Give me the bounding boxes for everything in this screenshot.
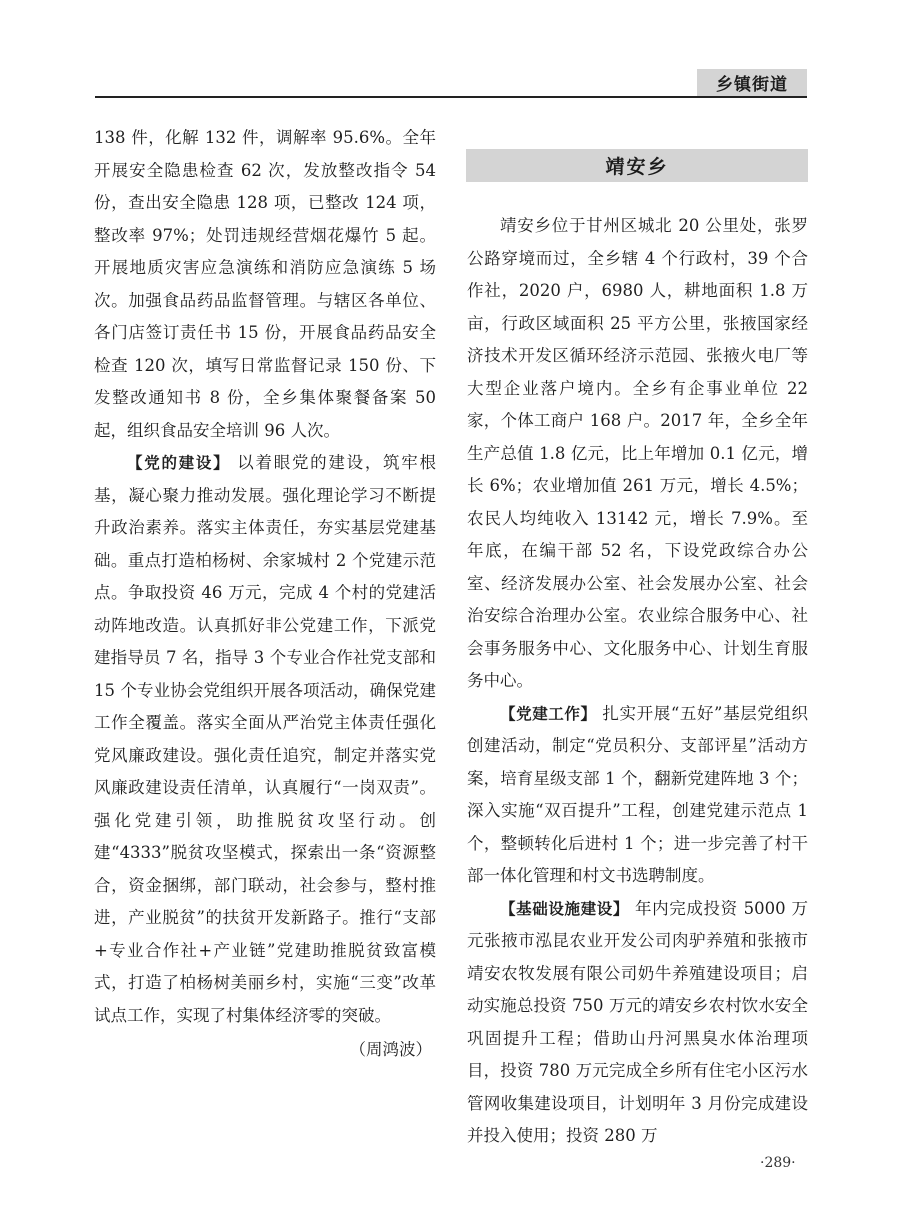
heading-party-building: 【党的建设】: [127, 454, 231, 472]
left-column: [94, 122, 436, 1067]
right-paragraph-infrastructure: [467, 893, 808, 1153]
section-title-jingan: 靖安乡: [466, 149, 808, 182]
page-number: ·289·: [760, 1155, 796, 1171]
party-building-text: 以着眼党的建设，筑牢根基，凝心聚力推动发展。强化理论学习不断提升政治素养。落实主体责任，夯实基层党建基础。重点打造柏杨树、余家城村 2 个党建示范点。争取投资 46 万元，完成 4 个村的党建活动阵地改造。认真抓好非公党建工作，下派党建指导员 7 名，指导 3 个专业合作社党支部和 15 个专业协会党组织开展各项活动，确保党建工作全覆盖。落实全面从严治党主体责任强化党风廉政建设。强化责任追究，制定并落实党风廉政建设责任清单，认真履行“一岗双责”。强化党建引领，助推脱贫攻坚行动。创建“4333”脱贫攻坚模式，探索出一条“资源整合，资金捆绑，部门联动，社会参与，整村推进，产业脱贫”的扶贫开发新路子。推行“支部+专业合作社+产业链”党建助推脱贫致富模式，打造了柏杨树美丽乡村，实施“三变”改革试点工作，实现了村集体经济零的突破。: [94, 453, 436, 1025]
section-header-tab: 乡镇街道: [697, 69, 807, 96]
heading-infrastructure: 【基础设施建设】: [500, 899, 630, 918]
author-credit: （周鸿波）: [349, 1040, 432, 1059]
header-rule: [95, 96, 807, 98]
heading-party-work: 【党建工作】: [500, 704, 597, 723]
right-paragraph-party-work: [467, 698, 808, 893]
left-paragraph-party-building: [94, 447, 436, 1032]
infrastructure-text: 年内完成投资 5000 万元张掖市泓昆农业开发公司肉驴养殖和张掖市靖安农牧发展有限公司奶牛养殖建设项目；启动实施总投资 750 万元的靖安乡农村饮水安全巩固提升工程；借助山丹河黑臭水体治理项目，投资 780 万元完成全乡所有住宅小区污水管网收集建设项目，计划明年 3 月份完成建设并投入使用；投资 280 万: [467, 898, 808, 1145]
right-column: [467, 210, 808, 1153]
right-paragraph-intro: 靖安乡位于甘州区城北 20 公里处，张罗公路穿境而过，全乡辖 4 个行政村，39 个合作社，2020 户，6980 人，耕地面积 1.8 万亩，行政区域面积 25 平方公里，张掖国家经济技术开发区循环经济示范园、张掖火电厂等大型企业落户境内。全乡有企事业单位 22 家，个体工商户 168 户。2017 年，全乡全年生产总值 1.8 亿元，比上年增加 0.1 亿元，增长 6%；农业增加值 261 万元，增长 4.5%；农民人均纯收入 13142 元，增长 7.9%。至年底，在编干部 52 名，下设党政综合办公室、经济发展办公室、社会发展办公室、社会治安综合治理办公室。农业综合服务中心、社会事务服务中心、文化服务中心、计划生育服务中心。: [467, 216, 808, 690]
left-paragraph-1: 138 件，化解 132 件，调解率 95.6%。全年开展安全隐患检查 62 次，发放整改指令 54 份，查出安全隐患 128 项，已整改 124 项，整改率 97%；处罚违规经营烟花爆竹 5 起。开展地质灾害应急演练和消防应急演练 5 场次。加强食品药品监督管理。与辖区各单位、各门店签订责任书 15 份，开展食品药品安全检查 120 次，填写日常监督记录 150 份、下发整改通知书 8 份，全乡集体聚餐备案 50 起，组织食品安全培训 96 人次。: [94, 128, 436, 440]
party-work-text: 扎实开展“五好”基层党组织创建活动，制定“党员积分、支部评星”活动方案，培育星级支部 1 个，翻新党建阵地 3 个；深入实施“双百提升”工程，创建党建示范点 1 个，整顿转化后进村 1 个；进一步完善了村干部一体化管理和村文书选聘制度。: [467, 703, 808, 885]
